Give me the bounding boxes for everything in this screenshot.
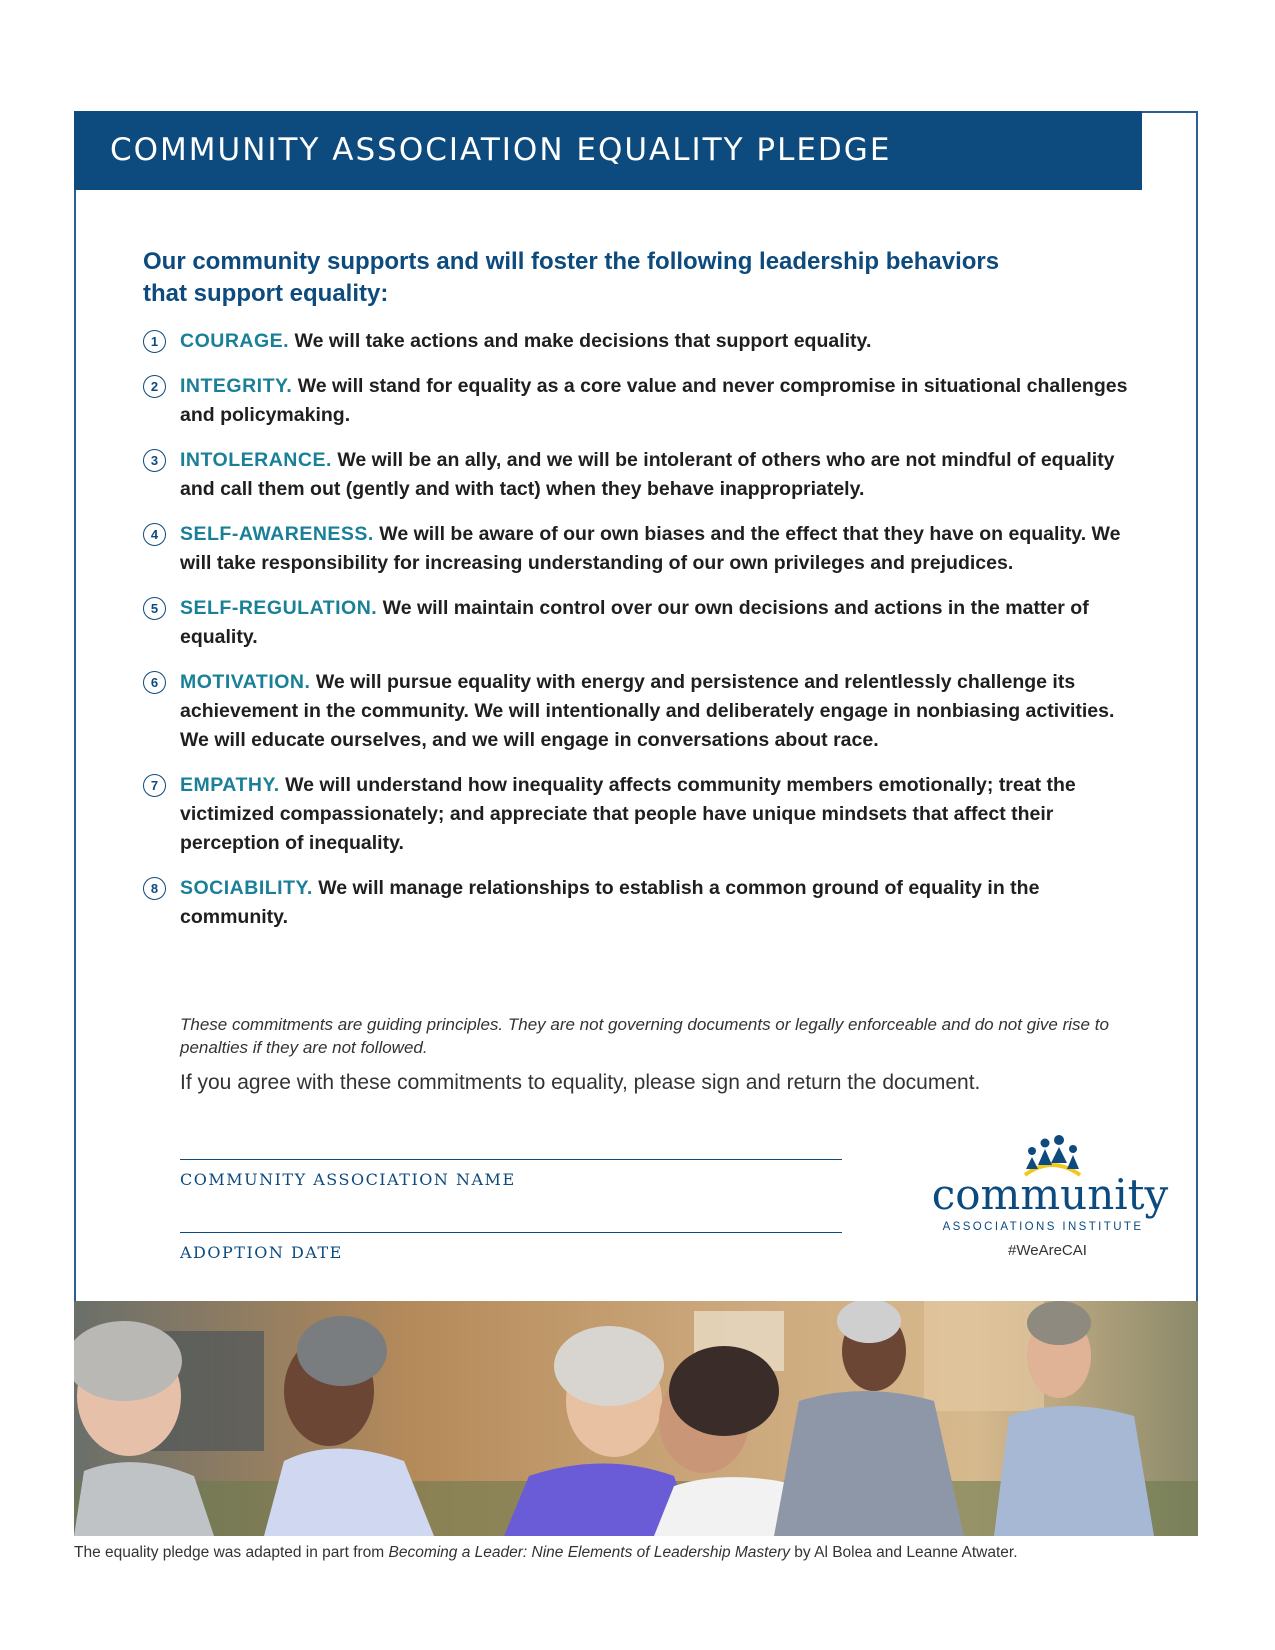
behaviors-list xyxy=(143,327,1133,948)
item-text: We will take actions and make decisions that support equality. xyxy=(294,330,872,352)
number-3-icon: 3 xyxy=(143,449,166,472)
list-item xyxy=(143,446,1133,504)
item-text: We will pursue equality with energy and persistence and relentlessly challenge its achievement in the community. We will intentionally and deliberately engage in nonbiasing activities. We will educate ourselves, and we will engage in conversations about race. xyxy=(180,671,1115,751)
disclaimer-text: These commitments are guiding principles. They are not governing documents or legally enforceable and do not give rise to penalties if they are not followed. xyxy=(180,1015,1109,1057)
item-text: We will manage relationships to establish a common ground of equality in the community. xyxy=(180,877,1040,928)
item-text: We will stand for equality as a core value and never compromise in situational challenges and policymaking. xyxy=(180,375,1128,426)
footer-book-title: Becoming a Leader: Nine Elements of Leadership Mastery xyxy=(388,1544,790,1561)
logo-wordmark: community xyxy=(931,1170,1169,1219)
cai-logo xyxy=(930,1125,1170,1255)
number-4-icon: 4 xyxy=(143,523,166,546)
logo-subtitle: ASSOCIATIONS INSTITUTE xyxy=(942,1221,1144,1233)
item-keyword: EMPATHY. xyxy=(180,774,280,796)
adoption-date-field[interactable] xyxy=(180,1232,842,1233)
list-item xyxy=(143,594,1133,652)
item-keyword: INTEGRITY. xyxy=(180,375,293,397)
people-photo xyxy=(74,1301,1198,1536)
list-item xyxy=(143,520,1133,578)
photo-illustration xyxy=(74,1301,1198,1536)
item-text: We will be aware of our own biases and the effect that they have on equality. We will take responsibility for increasing understanding of our own privileges and prejudices. xyxy=(180,523,1121,574)
number-5-icon: 5 xyxy=(143,597,166,620)
footer-prefix: The equality pledge was adapted in part from xyxy=(74,1544,389,1561)
item-keyword: SELF-REGULATION. xyxy=(180,597,378,619)
item-keyword: COURAGE. xyxy=(180,330,290,352)
list-item xyxy=(143,327,1133,356)
number-1-icon: 1 xyxy=(143,330,166,353)
list-item xyxy=(143,372,1133,430)
hashtag: #WeAreCAI xyxy=(1008,1242,1087,1259)
item-keyword: INTOLERANCE. xyxy=(180,449,332,471)
agreement-text: If you agree with these commitments to equality, please sign and return the document. xyxy=(180,1071,981,1094)
association-name-label: COMMUNITY ASSOCIATION NAME xyxy=(180,1170,516,1189)
list-item xyxy=(143,771,1133,858)
item-text: We will maintain control over our own decisions and actions in the matter of equality. xyxy=(180,597,1089,648)
number-8-icon: 8 xyxy=(143,877,166,900)
association-name-field[interactable] xyxy=(180,1159,842,1160)
item-text: We will understand how inequality affects community members emotionally; treat the victimized compassionately; and appreciate that people have unique mindsets that affect their perception of inequality. xyxy=(180,774,1076,854)
page-title: COMMUNITY ASSOCIATION EQUALITY PLEDGE xyxy=(74,111,1142,190)
footer-credit xyxy=(74,1544,1018,1562)
list-item xyxy=(143,874,1133,932)
intro-heading: Our community supports and will foster the following leadership behaviors that support equality: xyxy=(143,248,1000,307)
number-6-icon: 6 xyxy=(143,671,166,694)
item-keyword: MOTIVATION. xyxy=(180,671,311,693)
number-2-icon: 2 xyxy=(143,375,166,398)
number-7-icon: 7 xyxy=(143,774,166,797)
adoption-date-label: ADOPTION DATE xyxy=(180,1243,343,1262)
item-keyword: SELF-AWARENESS. xyxy=(180,523,374,545)
item-text: We will be an ally, and we will be intolerant of others who are not mindful of equality and call them out (gently and with tact) when they behave inappropriately. xyxy=(180,449,1115,500)
list-item xyxy=(143,668,1133,755)
footer-suffix: by Al Bolea and Leanne Atwater. xyxy=(790,1544,1018,1561)
item-keyword: SOCIABILITY. xyxy=(180,877,313,899)
